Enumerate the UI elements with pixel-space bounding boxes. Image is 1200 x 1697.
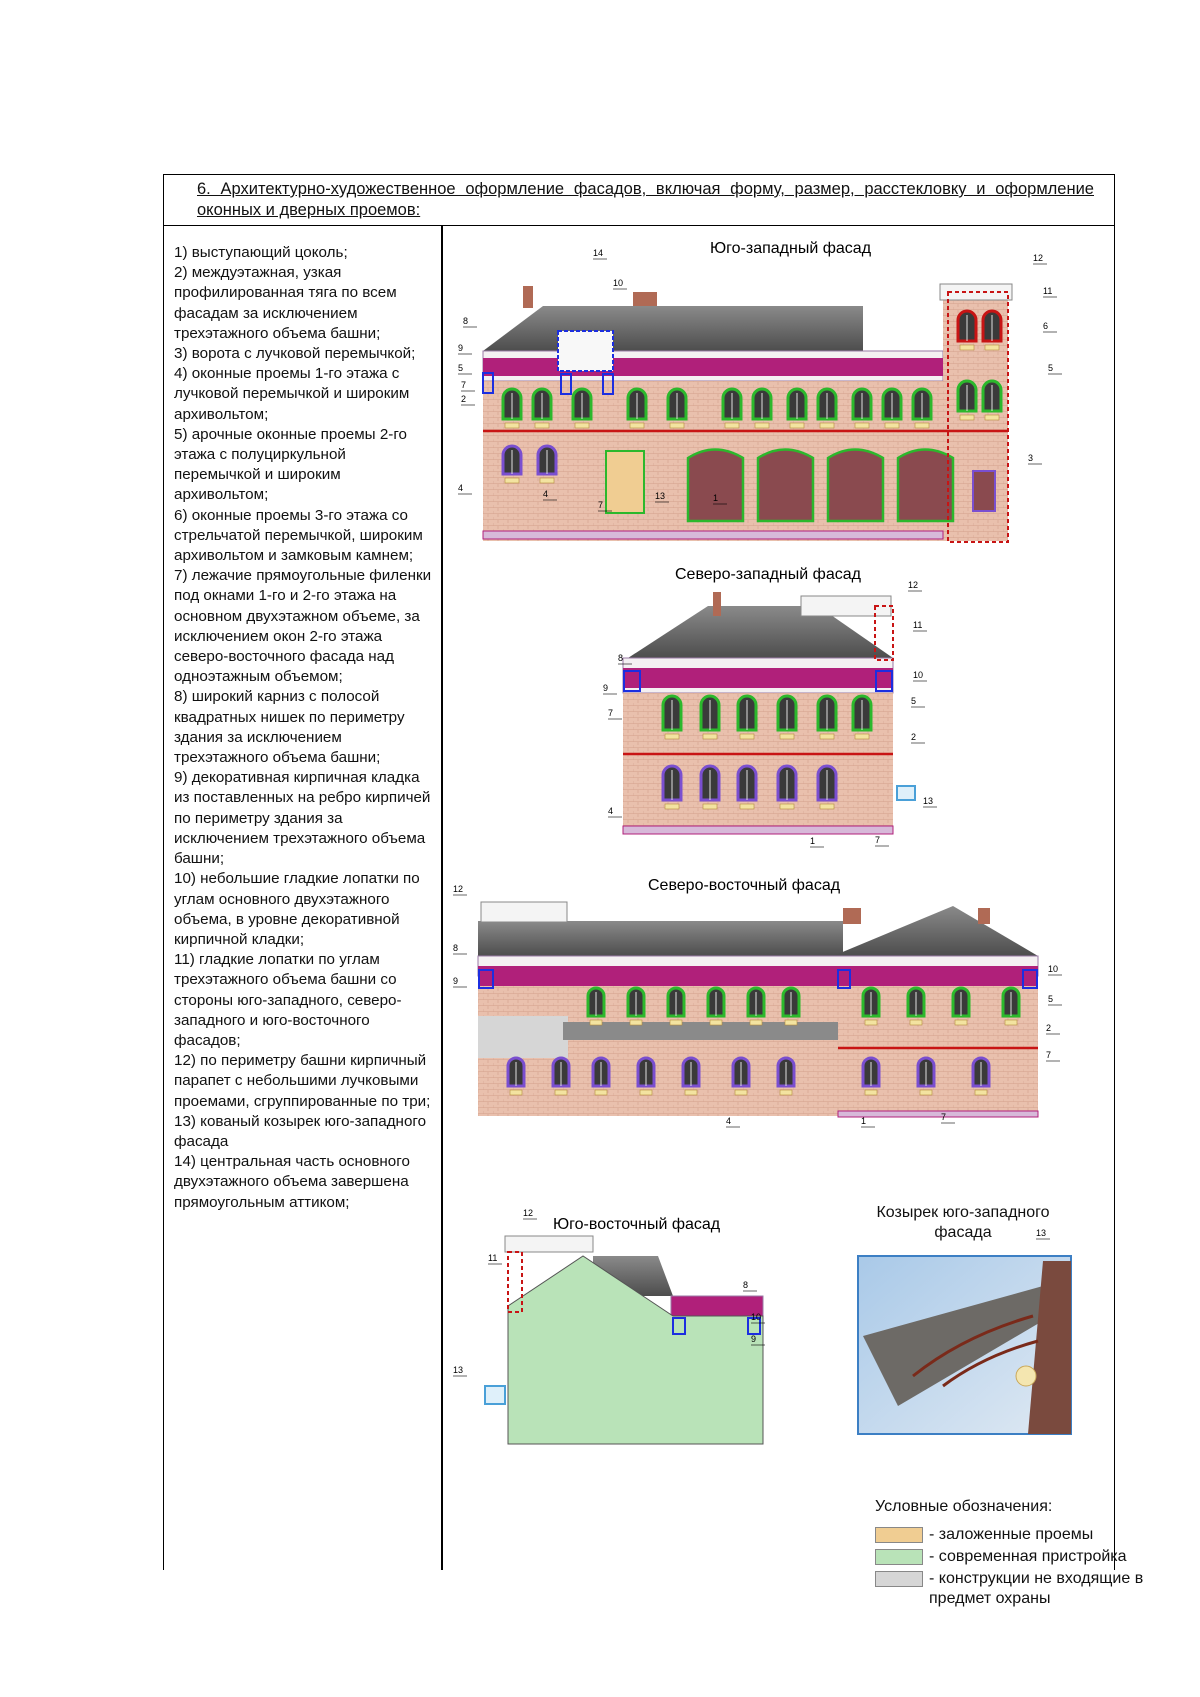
feature-item: 7) лежачие прямоугольные филенки под окнами 1-го и 2-го этажа на основном двухэтажном объеме, за исключением окон 2-го этажа северо-восточного фасада над одноэтажным объемом; [174,567,432,686]
facade-title-northwest: Северо-западный фасад [675,566,861,583]
callout-number: 1 [861,1116,867,1126]
feature-item: 5) арочные оконные проемы 2-го этажа с полуциркульной перемычкой и широким архивольтом; [174,425,407,504]
callout-number: 5 [1048,363,1054,373]
callout-number: 13 [453,1365,464,1375]
feature-item: 9) декоративная кирпичная кладка из поставленных на ребро кирпичей по периметру здания за исключением трехэтажного объема башни; [174,769,431,868]
feature-item: 2) междуэтажная, узкая профилированная тяга по всем фасадам за исключением трехэтажного объема башни; [174,264,397,342]
facade-title-northeast: Северо-восточный фасад [648,877,841,894]
callout-number: 1 [713,493,719,503]
callout-number: 10 [613,278,624,288]
callout-number: 5 [458,363,464,373]
gate [828,450,883,522]
callout-number: 13 [1036,1228,1047,1238]
callout-number: 4 [608,806,614,816]
callout-number: 5 [911,696,917,706]
callout-number: 11 [1043,286,1053,296]
callout-number: 9 [453,976,459,986]
callout-number: 14 [593,248,604,258]
legend-label: - современная пристройка [929,1548,1127,1565]
callout-number: 4 [458,483,464,493]
facade-drawings [443,226,1113,1569]
canopy-photo [858,1256,1071,1434]
feature-item: 6) оконные проемы 3-го этажа со стрельчатой перемычкой, широким архивольтом и замковым камнем; [174,506,423,565]
callout-number: 12 [453,884,464,894]
gate [688,450,743,522]
callout-number: 10 [1048,964,1059,974]
callout-number: 4 [726,1116,732,1126]
callout-number: 7 [608,708,614,718]
northeast-facade [478,902,1038,1117]
callout-number: 4 [543,489,549,499]
callout-number: 9 [603,683,609,693]
callout-number: 7 [461,380,467,390]
southwest-facade [483,284,1012,542]
callout-number: 10 [913,670,924,680]
callout-number: 2 [461,394,467,404]
gate [758,450,813,522]
drawings-panel [443,226,1144,1607]
callout-number: 8 [618,653,624,663]
callout-number: 7 [941,1112,947,1122]
callout-number: 6 [1043,321,1049,331]
callout-number: 2 [911,732,917,742]
callout-number: 13 [923,796,934,806]
feature-item: 10) небольшие гладкие лопатки по углам основного двухэтажного объема, в уровне декоративной кирпичной кладки; [174,870,420,948]
section-title: 6. Архитектурно-художественное оформление фасадов, включая форму, размер, расстекловку и оформление оконных и дверных проемов: [197,180,1094,219]
callout-number: 2 [1046,1023,1052,1033]
legend-label: - конструкции не входящие в предмет охраны [929,1570,1144,1607]
callout-number: 11 [488,1253,498,1263]
feature-item: 12) по периметру башни кирпичный парапет с небольшими лучковыми проемами, сгруппированные по три; [174,1052,431,1110]
callout-number: 11 [913,620,923,630]
callout-number: 5 [1048,994,1054,1004]
callout-number: 7 [1046,1050,1052,1060]
document-frame [163,174,1144,1607]
legend-swatch [875,1527,923,1543]
feature-list [174,243,436,1213]
facade-title-southwest: Юго-западный фасад [710,240,872,257]
callout-number: 12 [1033,253,1044,263]
feature-item: 11) гладкие лопатки по углам трехэтажного объема башни со стороны юго-западного, северо-западного и юго-восточного фасадов; [174,951,402,1049]
gate [898,450,953,522]
legend-title: Условные обозначения: [875,1498,1053,1515]
callout-number: 7 [598,500,604,510]
callout-number: 7 [875,835,881,845]
southeast-facade [485,1236,763,1444]
callout-number: 8 [743,1280,749,1290]
feature-item: 13) кованый козырек юго-западного фасада [174,1112,427,1150]
callout-number: 8 [463,316,469,326]
callout-number: 1 [810,836,816,846]
feature-item: 14) центральная часть основного двухэтажного объема завершена прямоугольным аттиком; [174,1153,410,1211]
callout-number: 13 [655,491,666,501]
callout-number: 10 [751,1312,762,1322]
feature-item: 1) выступающий цоколь; [174,244,348,261]
northwest-facade [623,592,915,834]
callout-number: 9 [458,343,464,353]
callout-number: 8 [453,943,459,953]
callout-number: 3 [1028,453,1034,463]
legend-swatch [875,1549,923,1565]
feature-item: 8) широкий карниз с полосой квадратных нишек по периметру здания за исключением трехэтажного объема башни; [174,688,405,767]
legend-swatch [875,1571,923,1587]
legend-label: - заложенные проемы [929,1526,1094,1543]
section-header [164,175,1114,226]
feature-item: 4) оконные проемы 1-го этажа с лучковой перемычкой и широким архивольтом; [174,365,410,423]
callout-number: 12 [908,580,919,590]
canopy-title: Козырек юго-западного фасада [876,1204,1050,1241]
feature-item: 3) ворота с лучковой перемычкой; [174,345,416,363]
callout-number: 9 [751,1334,757,1344]
facade-title-southeast: Юго-восточный фасад [553,1216,721,1233]
callout-number: 12 [523,1208,534,1218]
